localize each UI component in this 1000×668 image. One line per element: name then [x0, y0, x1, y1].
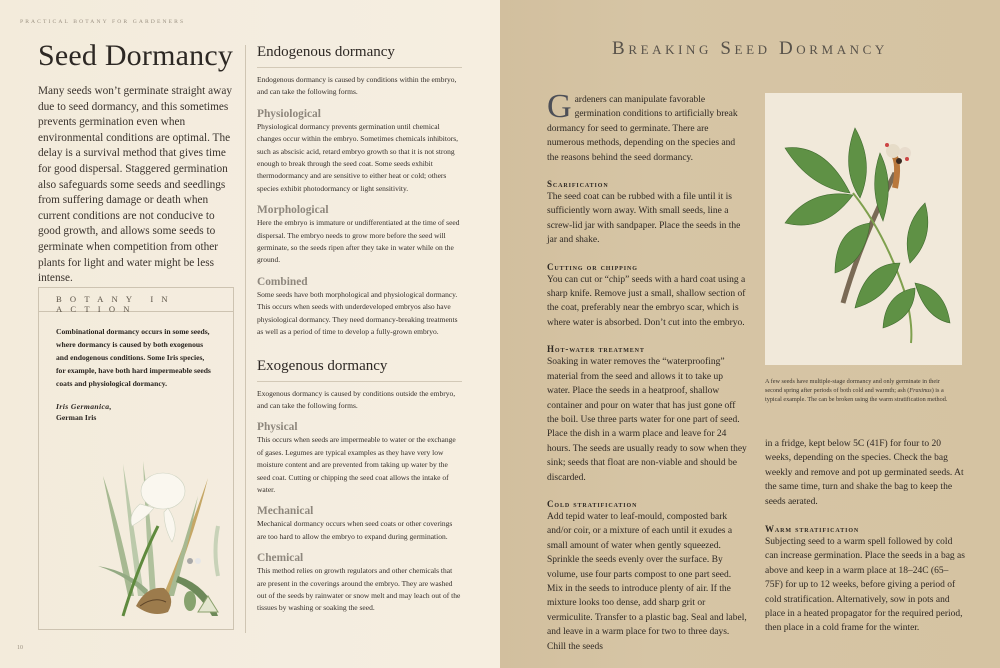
continued-column: [765, 437, 965, 636]
cutting-heading: Cutting or chipping: [547, 261, 638, 272]
endogenous-heading: Endogenous dormancy: [257, 42, 462, 68]
dormancy-types-column: [257, 42, 462, 615]
lead-paragraph: [547, 88, 747, 165]
lead-text: ardeners can manipulate favorable germination conditions to artificially break dormancy for seed to germinate. There are numerous methods, depending on the species and the reasons behind the seed dormancy.: [547, 95, 738, 163]
exogenous-heading: Exogenous dormancy: [257, 356, 462, 382]
cutting-text: You can cut or “chip” seeds with a hard coat using a sharp knife. Remove just a small, shallow section of the coat, preferably near the embryo scar, which is where water is absorbed. Don’t cut into the embryo.: [547, 274, 746, 328]
combined-heading: Combined: [257, 275, 308, 288]
exogenous-intro: Exogenous dormancy is caused by conditions outside the embryo, and can take the following forms.: [257, 388, 456, 410]
caption-latin-name: Fraxinus: [909, 387, 932, 394]
combined-text: Some seeds have both morphological and physiological dormancy. This occurs when seeds with underdeveloped embryos also have physiological dormancy. They need dormancy-breaking treatments as well as a period of time to develop a fully-grown embryo.: [257, 289, 458, 337]
right-page-title: Breaking Seed Dormancy: [612, 38, 888, 59]
page-title: Seed Dormancy: [38, 39, 234, 72]
mechanical-heading: Mechanical: [257, 505, 314, 518]
cold-stratification-continued: in a fridge, kept below 5C (41F) for four to 20 weeks, depending on the species. Check the bag weekly and remove and pot up germinated seeds. At the same time, turn and shake the bag to keep the seeds aerated.: [765, 439, 964, 507]
hot-water-heading: Hot-water treatment: [547, 344, 645, 355]
methods-column: [547, 88, 747, 654]
cold-stratification-heading: Cold stratification: [547, 498, 638, 509]
warm-stratification-text: Subjecting seed to a warm spell followed by cold can increase germination. Place the seeds in a bag as above and keep in a warm place at 18–24C (65–75F) for up to 12 weeks, before giving a period of cold stratification. Alternatively, sow in pots and place in a heated propagator for the required period, then place in a cold frame for the winter.: [765, 537, 965, 634]
ash-branch-illustration: [765, 93, 962, 365]
sidebar-text: Combinational dormancy occurs in some seeds, where dormancy is caused by both exogenous and endogenous conditions. Some Iris species, for example, have both hard impermeable seeds coats and physiological dormancy.: [56, 327, 211, 388]
physiological-text: Physiological dormancy prevents germination until chemical changes occur within the embryo. Sometimes chemicals inhibitors, such as abscisic acid, retard embryo growth so that it is not strong enough to break through the seed coat. Some seeds exhibit thermodormancy and are sensitive to either heat or cold; others species exhibit photodormancy or light sensitivity.: [257, 121, 458, 193]
chemical-heading: Chemical: [257, 552, 304, 565]
cold-stratification-text: Add tepid water to leaf-mould, composted bark and/or coir, or a mixture of each until it exudes a small amount of water when gently squeezed. Sprinkle the seeds evenly over the surface. By volume, use four parts compost to one part seed. Mix in the seeds to introduce plenty of air. If the mixture looks too dense, add sharp grit or vermiculite. Transfer to a plastic bag. Seal and label, and leave in a warm place for two to three days. Chill the seeds: [547, 511, 747, 652]
ash-illustration-frame: [765, 93, 962, 365]
physical-text: This occurs when seeds are impermeable to water or the exchange of gases. Legumes are typical examples as they have very low moisture content and are prevented from taking up water by the seed coat. Cutting or chipping the seed coat allows the intake of water.: [257, 435, 456, 494]
intro-column: [38, 38, 238, 287]
drop-cap: G: [547, 88, 572, 125]
sidebar-body: [39, 312, 233, 423]
morphological-text: Here the embryo is immature or undifferentiated at the time of seed dispersal. The embryo needs to grow more before the seed will germinate, so the seeds ripen after they take in water while on the ground.: [257, 218, 460, 265]
section-spacer: [257, 339, 462, 356]
mechanical-text: Mechanical dormancy occurs when seed coats or other coverings are too hard to allow the embryo to expand during germination.: [257, 519, 453, 541]
physical-heading: Physical: [257, 421, 298, 434]
caption-text-end: ) is a typical example. The can be broken using the warm stratification method.: [765, 387, 948, 403]
scarification-heading: Scarification: [547, 179, 609, 190]
page-number: 10: [17, 645, 23, 651]
hot-water-text: Soaking in water removes the “waterproofing” material from the seed and allows it to take up water. Place the seeds in a heatproof, shallow container and pour on water that has just gone off the boil. Use three parts water for one part of seed. Place the dish in a warm place and leave for 24 hours. The seeds are usually ready to sow when they sink; seeds that float are non-viable and should be discarded.: [547, 357, 747, 483]
botany-in-action-sidebar: [38, 287, 234, 630]
morphological-heading: Morphological: [257, 204, 329, 217]
sidebar-caption: [56, 401, 215, 423]
ash-caption: [765, 377, 950, 404]
intro-paragraph: Many seeds won’t germinate straight away due to seed dormancy, and this sometimes prevents germination even when environmental conditions are optimal. The delay is a survival method that gives time for good dispersal. Staggered germination also safeguards some seeds and seedlings from suffering damage or death when current conditions are not conducive to good growth, and allows some seeds to germinate when competition from other plants for light and water might be less intense.: [38, 85, 232, 285]
chemical-text: This method relies on growth regulators and other chemicals that are present in the coverings around the embryo. They are washed out of the seeds by rainwater or snow melt and may leach out of the tissues by washing or soaking the seed.: [257, 566, 461, 613]
caption-text-start: A few seeds have multiple-stage dormancy and only germinate in their second spring after periods of both cold and warmth; ash (: [765, 378, 940, 394]
running-head: PRACTICAL BOTANY FOR GARDENERS: [20, 19, 186, 25]
caption-latin-name: Iris Germanica,: [56, 402, 112, 411]
caption-common-name: German Iris: [56, 413, 97, 422]
column-divider: [245, 45, 246, 633]
sidebar-heading: BOTANY IN ACTION: [39, 288, 233, 312]
scarification-text: The seed coat can be rubbed with a file until it is sufficiently worn away. With small seeds, line a screw-lid jar with sandpaper. Place the seeds in the jar and shake.: [547, 192, 741, 246]
endogenous-intro: Endogenous dormancy is caused by conditions within the embryo, and can take the following forms.: [257, 75, 457, 97]
iris-illustration: [68, 456, 238, 626]
physiological-heading: Physiological: [257, 107, 321, 120]
warm-stratification-heading: Warm stratification: [765, 524, 860, 535]
